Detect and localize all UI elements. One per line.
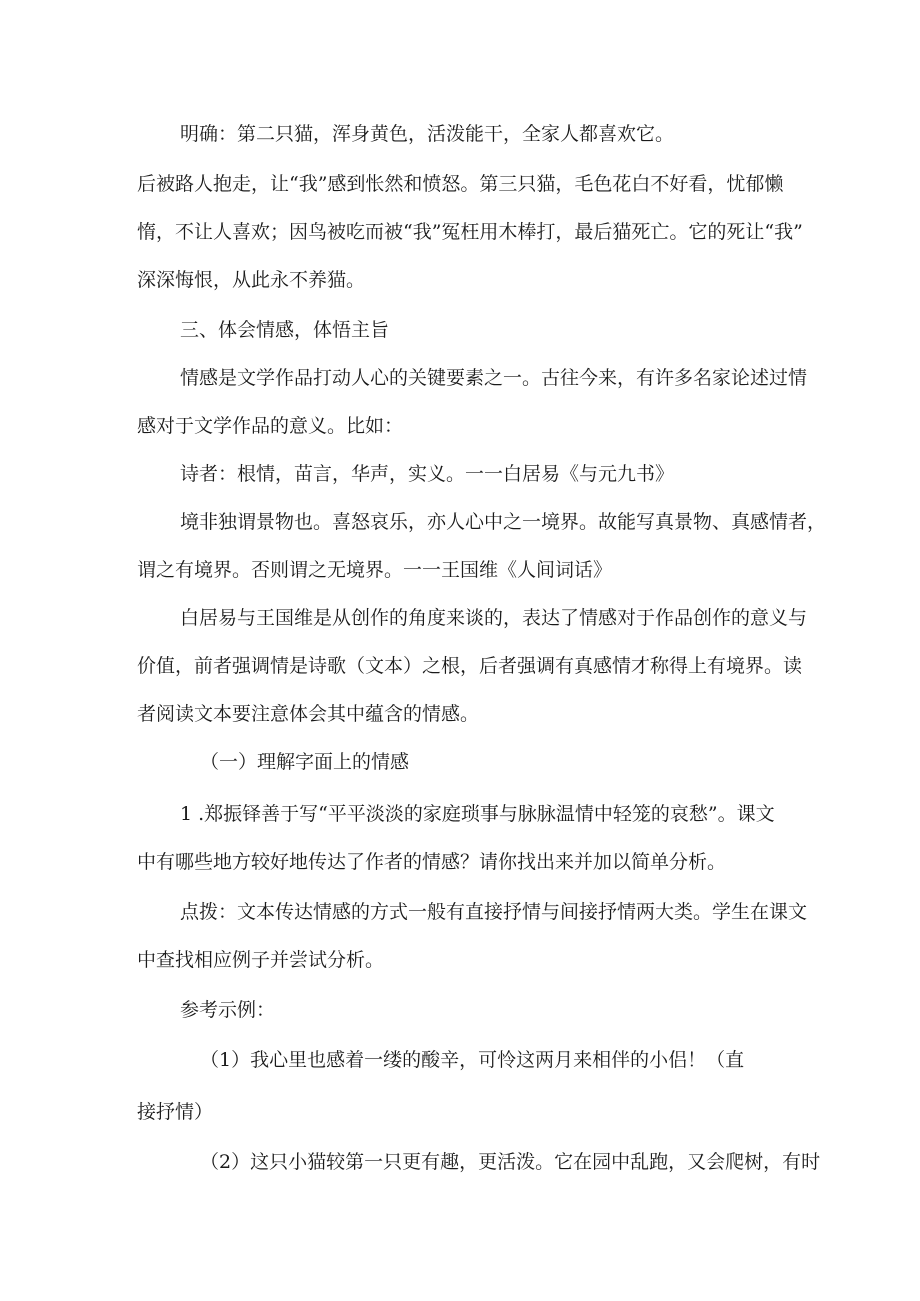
section-heading: 三、体会情感，体悟主旨 xyxy=(180,319,390,341)
paragraph-line: 后被路人抱走，让“我”感到怅然和愤怒。第三只猫，毛色花白不好看，忧郁懒 xyxy=(137,173,784,195)
subsection-heading: （一）理解字面上的情感 xyxy=(200,751,410,773)
quote-line: 境非独谓景物也。喜怒哀乐，亦人心中之一境界。故能写真景物、真感情者， xyxy=(180,511,827,533)
paragraph-line: 情感是文学作品打动人心的关键要素之一。古往今来，有许多名家论述过情 xyxy=(180,367,808,389)
paragraph-line: 白居易与王国维是从创作的角度来谈的，表达了情感对于作品创作的意义与 xyxy=(180,607,808,629)
quote-line: 诗者：根情，苗言，华声，实义。一一白居易《与元九书》 xyxy=(180,463,675,485)
paragraph-line: 中查找相应例子并尝试分析。 xyxy=(137,949,385,971)
paragraph-line: 点拨：文本传达情感的方式一般有直接抒情与间接抒情两大类。学生在课文 xyxy=(180,901,808,923)
label-line: 参考示例： xyxy=(180,999,276,1021)
example-line: （2）这只小猫较第一只更有趣，更活泼。它在园中乱跑，又会爬树，有时 xyxy=(200,1151,821,1173)
question-line: 1 .郑振铎善于写“平平淡淡的家庭琐事与脉脉温情中轻笼的哀愁”。课文 xyxy=(180,803,775,825)
paragraph-line: 深深悔恨，从此永不养猫。 xyxy=(137,269,366,291)
quote-line: 谓之有境界。否则谓之无境界。一一王国维《人间词话》 xyxy=(137,559,613,581)
paragraph-line: 明确：第二只猫，浑身黄色，活泼能干，全家人都喜欢它。 xyxy=(180,123,675,145)
example-line: 接抒情） xyxy=(137,1101,214,1123)
paragraph-line: 者阅读文本要注意体会其中蕴含的情感。 xyxy=(137,703,480,725)
paragraph-line: 惰，不让人喜欢；因鸟被吃而被“我”冤枉用木棒打，最后猫死亡。它的死让“我” xyxy=(137,221,803,243)
question-line: 中有哪些地方较好地传达了作者的情感？请你找出来并加以简单分析。 xyxy=(137,851,727,873)
example-line: （1）我心里也感着一缕的酸辛，可怜这两月来相伴的小侣！（直 xyxy=(200,1049,745,1071)
paragraph-line: 价值，前者强调情是诗歌（文本）之根，后者强调有真感情才称得上有境界。读 xyxy=(137,655,803,677)
paragraph-line: 感对于文学作品的意义。比如： xyxy=(137,415,404,437)
